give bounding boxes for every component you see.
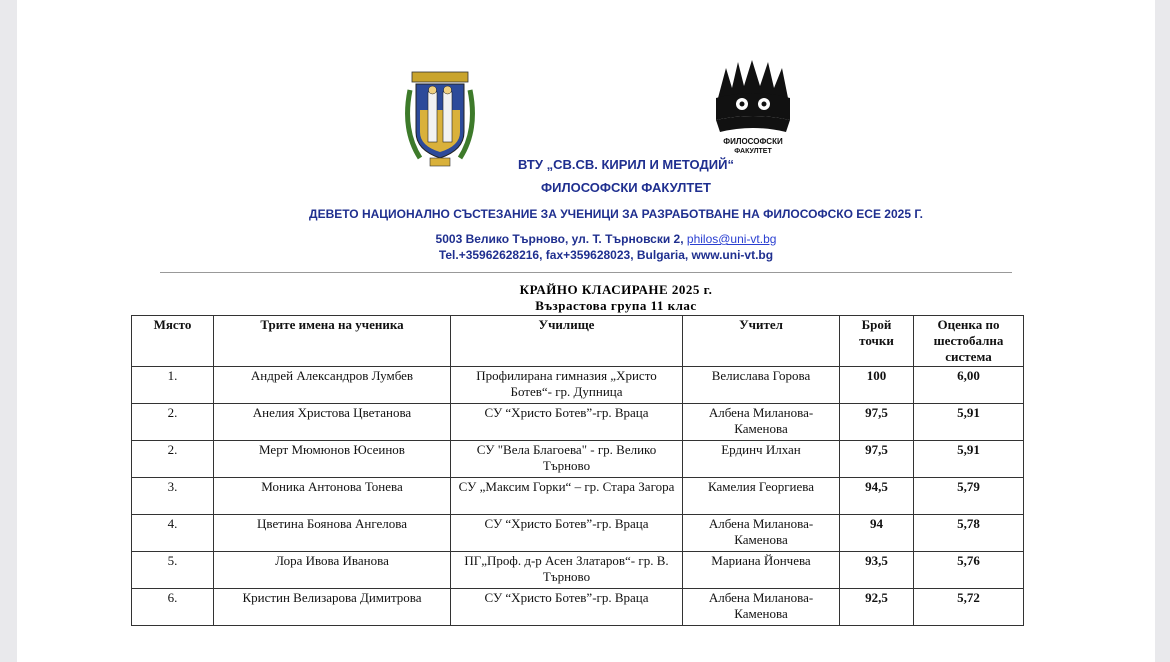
contacts-line: Tel.+35962628216, fax+359628023, Bulgaria, www.uni-vt.bg	[438, 248, 774, 262]
cell-name: Моника Антонова Тонева	[214, 478, 451, 515]
address-text: 5003 Велико Търново, ул. Т. Търновски 2,	[435, 232, 687, 246]
faculty-logo	[712, 58, 794, 158]
cell-teacher: Мариана Йончева	[683, 552, 840, 589]
document-page	[17, 0, 1155, 662]
cell-points: 94,5	[840, 478, 914, 515]
header-divider	[160, 272, 1012, 273]
col-points: Брой точки	[840, 316, 914, 367]
university-name: ВТУ „СВ.СВ. КИРИЛ И МЕТОДИЙ“	[518, 157, 734, 172]
table-row	[132, 441, 1024, 478]
faculty-logo-text-line1: ФИЛОСОФСКИ	[723, 137, 783, 146]
cell-teacher: Камелия Георгиева	[683, 478, 840, 515]
cell-place: 1.	[132, 367, 214, 404]
cell-name: Кристин Велизарова Димитрова	[214, 589, 451, 626]
cell-place: 5.	[132, 552, 214, 589]
results-table	[131, 315, 1024, 626]
cell-grade: 5,79	[914, 478, 1024, 515]
cell-school: СУ „Максим Горки“ – гр. Стара Загора	[451, 478, 683, 515]
cell-school: СУ “Христо Ботев”-гр. Враца	[451, 589, 683, 626]
cell-school: ПГ„Проф. д-р Асен Златаров“- гр. В. Търново	[451, 552, 683, 589]
cell-name: Лора Ивова Иванова	[214, 552, 451, 589]
address-line	[37, 232, 1170, 246]
table-row	[132, 367, 1024, 404]
university-seal-logo	[400, 70, 480, 170]
email-link[interactable]: philos@uni-vt.bg	[686, 232, 777, 246]
cell-points: 94	[840, 515, 914, 552]
ranking-title: КРАЙНО КЛАСИРАНЕ 2025 г.	[519, 282, 713, 297]
cell-name: Цветина Боянова Ангелова	[214, 515, 451, 552]
competition-title: ДЕВЕТО НАЦИОНАЛНО СЪСТЕЗАНИЕ ЗА УЧЕНИЦИ ЗА РАЗРАБОТВАНЕ НА ФИЛОСОФСКО ЕСЕ 2025 Г.	[309, 207, 923, 221]
table-row	[132, 478, 1024, 515]
col-school: Училище	[451, 316, 683, 367]
cell-points: 97,5	[840, 404, 914, 441]
cell-school: СУ "Вела Благоева" - гр. Велико Търново	[451, 441, 683, 478]
cell-grade: 5,91	[914, 441, 1024, 478]
col-teacher: Учител	[683, 316, 840, 367]
cell-school: СУ “Христо Ботев”-гр. Враца	[451, 404, 683, 441]
table-row	[132, 552, 1024, 589]
cell-place: 2.	[132, 441, 214, 478]
col-name: Трите имена на ученика	[214, 316, 451, 367]
cell-grade: 6,00	[914, 367, 1024, 404]
cell-name: Анелия Христова Цветанова	[214, 404, 451, 441]
cell-teacher: Албена Миланова-Каменова	[683, 589, 840, 626]
cell-teacher: Албена Миланова-Каменова	[683, 404, 840, 441]
cell-points: 100	[840, 367, 914, 404]
cell-place: 4.	[132, 515, 214, 552]
cell-grade: 5,76	[914, 552, 1024, 589]
cell-points: 97,5	[840, 441, 914, 478]
table-row	[132, 589, 1024, 626]
cell-points: 93,5	[840, 552, 914, 589]
col-place: Място	[132, 316, 214, 367]
cell-grade: 5,72	[914, 589, 1024, 626]
ranking-subtitle: Възрастова група 11 клас	[535, 298, 697, 313]
col-grade: Оценка по шестобална система	[914, 316, 1024, 367]
cell-place: 3.	[132, 478, 214, 515]
cell-grade: 5,78	[914, 515, 1024, 552]
cell-school: СУ “Христо Ботев”-гр. Враца	[451, 515, 683, 552]
cell-place: 2.	[132, 404, 214, 441]
table-row	[132, 515, 1024, 552]
cell-teacher: Ердинч Илхан	[683, 441, 840, 478]
cell-grade: 5,91	[914, 404, 1024, 441]
cell-place: 6.	[132, 589, 214, 626]
cell-name: Андрей Александров Лумбев	[214, 367, 451, 404]
table-row	[132, 404, 1024, 441]
faculty-name: ФИЛОСОФСКИ ФАКУЛТЕТ	[541, 180, 711, 195]
cell-name: Мерт Мюмюнов Юсеинов	[214, 441, 451, 478]
faculty-logo-text-line2: ФАКУЛТЕТ	[734, 148, 772, 155]
cell-teacher: Албена Миланова-Каменова	[683, 515, 840, 552]
cell-school: Профилирана гимназия „Христо Ботев“- гр. Дупница	[451, 367, 683, 404]
cell-points: 92,5	[840, 589, 914, 626]
cell-teacher: Велислава Горова	[683, 367, 840, 404]
table-header-row	[132, 316, 1024, 367]
